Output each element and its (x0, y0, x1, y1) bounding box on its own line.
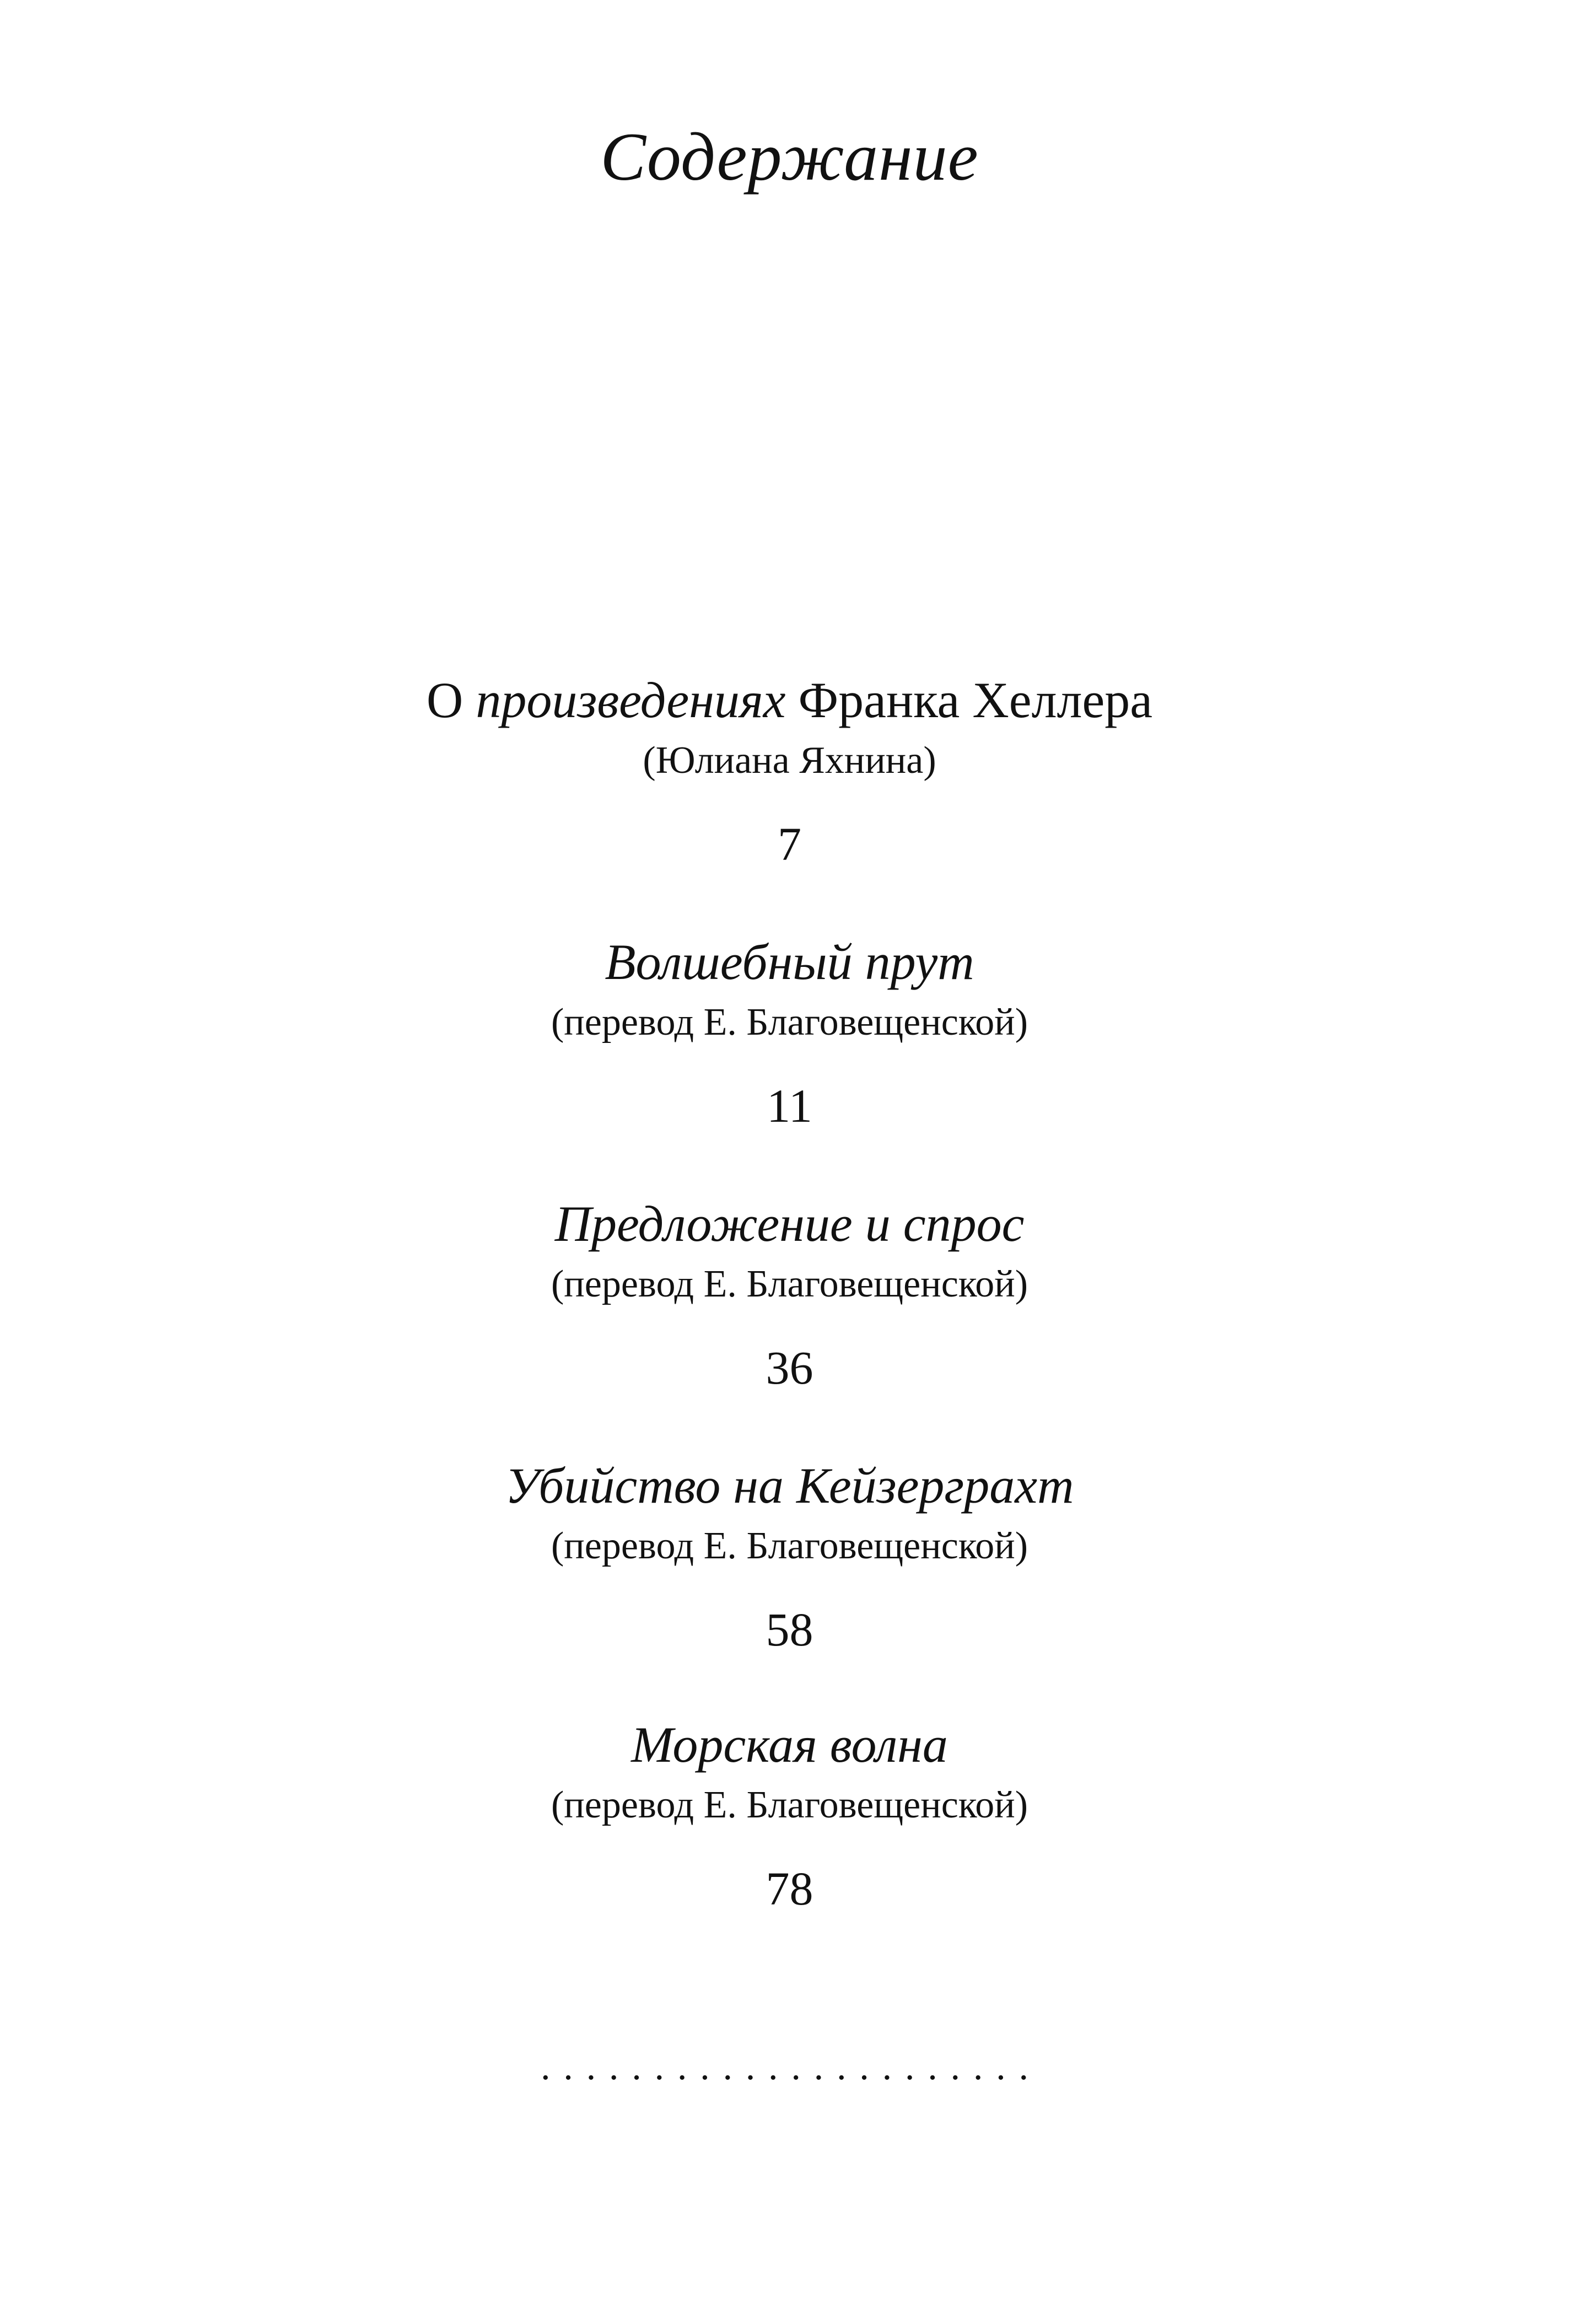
entry-credit: (перевод Е. Благовещенской) (551, 1525, 1028, 1567)
page-title: Содержание (600, 119, 979, 195)
entry-title-suffix: Франка Хеллера (785, 672, 1153, 728)
entry-page-number: 58 (766, 1603, 813, 1656)
entry-title (0, 929, 1579, 995)
entry-title-italic: Волшебный прут (605, 934, 974, 990)
toc-entry-1[interactable] (0, 667, 1579, 874)
entry-title-italic: Морская волна (631, 1717, 948, 1773)
entry-title-italic: Предложение и спрос (554, 1196, 1025, 1252)
entry-title (0, 1452, 1579, 1519)
entry-title (0, 1191, 1579, 1257)
entry-page-number: 11 (767, 1079, 812, 1132)
toc-entry-2[interactable] (0, 929, 1579, 1136)
entry-credit: (перевод Е. Благовещенской) (551, 1001, 1028, 1043)
dotted-separator: ······················ (539, 2057, 1040, 2099)
entry-title (0, 667, 1579, 733)
entry-title-italic: произведениях (476, 672, 786, 728)
entry-title-italic: Убийство на Кейзерграхт (505, 1457, 1074, 1514)
entry-page-number: 7 (778, 817, 801, 870)
toc-entry-4[interactable] (0, 1452, 1579, 1660)
entry-page-number: 36 (766, 1341, 813, 1394)
entry-credit: (перевод Е. Благовещенской) (551, 1263, 1028, 1305)
entry-title-prefix: О (426, 672, 476, 728)
entry-credit: (Юлиана Яхнина) (643, 739, 936, 782)
toc-entry-5[interactable] (0, 1712, 1579, 1919)
entry-credit: (перевод Е. Благовещенской) (551, 1784, 1028, 1826)
entry-page-number: 78 (766, 1862, 813, 1915)
entry-title (0, 1712, 1579, 1778)
toc-entry-3[interactable] (0, 1191, 1579, 1398)
